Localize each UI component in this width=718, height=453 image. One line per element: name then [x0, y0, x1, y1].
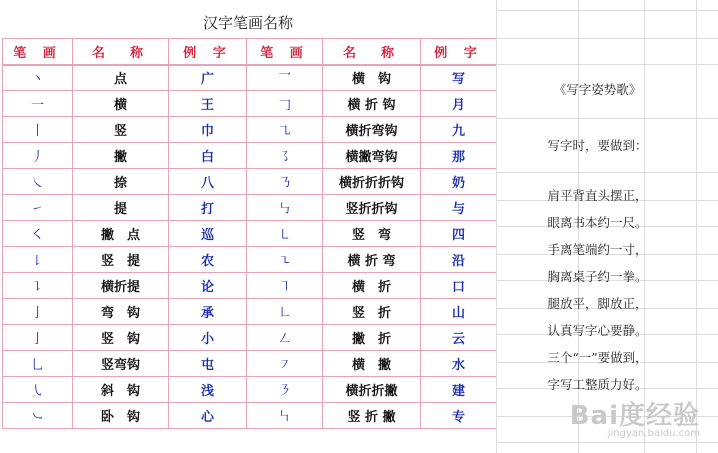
table-row — [3, 143, 497, 169]
header-name: 名 称 — [323, 39, 421, 65]
stroke-name: 横撇弯钩 — [323, 143, 421, 169]
example-char: 小 — [169, 325, 247, 351]
example-char: 王 — [169, 91, 247, 117]
poem-line: 胸离桌子约一拳。 — [547, 269, 648, 284]
stroke-name: 横 折 弯 — [323, 247, 421, 273]
stroke-name: 横 撇 — [323, 351, 421, 377]
stroke-name: 捺 — [73, 169, 169, 195]
stroke-name: 竖 弯 — [323, 221, 421, 247]
example-char: 奶 — [421, 169, 497, 195]
header-example: 例 字 — [169, 39, 247, 65]
stroke-glyph: 丨 — [3, 117, 73, 143]
table-row — [3, 377, 497, 403]
table-row — [3, 65, 497, 91]
stroke-glyph: ㇙ — [3, 247, 73, 273]
stroke-name: 撇 折 — [323, 325, 421, 351]
stroke-name: 弯 钩 — [73, 299, 169, 325]
stroke-name: 竖 — [73, 117, 169, 143]
stroke-name: 竖折折钩 — [323, 195, 421, 221]
stroke-glyph: ㇂ — [3, 377, 73, 403]
stroke-name: 撇 — [73, 143, 169, 169]
stroke-glyph: 乚 — [3, 351, 73, 377]
stroke-glyph: ㇉ — [247, 195, 323, 221]
table-row — [3, 195, 497, 221]
example-char: 白 — [169, 143, 247, 169]
stroke-name: 横 折 钩 — [323, 91, 421, 117]
header-stroke: 笔 画 — [247, 39, 323, 65]
stroke-table — [2, 38, 497, 429]
example-char: 专 — [421, 403, 497, 429]
header-stroke: 笔 画 — [3, 39, 73, 65]
example-char: 巾 — [169, 117, 247, 143]
table-row — [3, 117, 497, 143]
stroke-name: 横折提 — [73, 273, 169, 299]
table-row — [3, 91, 497, 117]
watermark-logo — [570, 395, 700, 439]
stroke-glyph: ㇈ — [247, 117, 323, 143]
table-header-row — [3, 39, 497, 65]
example-char: 心 — [169, 403, 247, 429]
stroke-glyph: ㇏ — [3, 169, 73, 195]
stroke-glyph: ㇕ — [247, 273, 323, 299]
example-char: 与 — [421, 195, 497, 221]
stroke-name: 竖 钩 — [73, 325, 169, 351]
table-row — [3, 325, 497, 351]
stroke-glyph: ㇊ — [3, 273, 73, 299]
stroke-glyph: ㇍ — [247, 247, 323, 273]
header-example: 例 字 — [421, 39, 497, 65]
stroke-glyph: 乛 — [247, 65, 323, 91]
example-char: 建 — [421, 377, 497, 403]
stroke-glyph: ㇗ — [247, 299, 323, 325]
stroke-name: 横折折折钩 — [323, 169, 421, 195]
table-row — [3, 247, 497, 273]
stroke-name: 横折弯钩 — [323, 117, 421, 143]
stroke-glyph: ㇀ — [3, 195, 73, 221]
stroke-name: 点 — [73, 65, 169, 91]
stroke-glyph: 一 — [3, 91, 73, 117]
header-name: 名 称 — [73, 39, 169, 65]
page-title: 汉字笔画名称 — [202, 14, 293, 32]
poem-line: 手离笔端约一寸， — [547, 242, 648, 257]
stroke-name: 横 折 — [323, 273, 421, 299]
stroke-glyph: 丶 — [3, 65, 73, 91]
example-char: 山 — [421, 299, 497, 325]
watermark-url: jingyan.baidu.com — [607, 428, 700, 439]
table-row — [3, 403, 497, 429]
example-char: 屯 — [169, 351, 247, 377]
stroke-glyph: ㇄ — [247, 221, 323, 247]
stroke-glyph: ㇜ — [247, 325, 323, 351]
table-row — [3, 169, 497, 195]
stroke-glyph: ㇛ — [3, 221, 73, 247]
stroke-glyph: 亅 — [3, 325, 73, 351]
stroke-glyph: ㇞ — [247, 403, 323, 429]
table-row — [3, 351, 497, 377]
grid-line — [496, 442, 718, 443]
stroke-glyph: ㇋ — [247, 377, 323, 403]
table-body — [3, 65, 497, 429]
example-char: 沿 — [421, 247, 497, 273]
stroke-name: 竖弯钩 — [73, 351, 169, 377]
example-char: 那 — [421, 143, 497, 169]
poem-title: 《写字姿势歌》 — [553, 82, 642, 97]
example-char: 四 — [421, 221, 497, 247]
example-char: 浅 — [169, 377, 247, 403]
example-char: 广 — [169, 65, 247, 91]
example-char: 口 — [421, 273, 497, 299]
stroke-name: 横折折撇 — [323, 377, 421, 403]
stroke-name: 撇 点 — [73, 221, 169, 247]
stroke-glyph: 丿 — [3, 143, 73, 169]
stroke-glyph: ㇌ — [247, 143, 323, 169]
grid-line — [496, 64, 718, 65]
stroke-name: 竖 提 — [73, 247, 169, 273]
stroke-glyph: 𠃌 — [247, 91, 323, 117]
stroke-name: 竖 折 撇 — [323, 403, 421, 429]
stroke-glyph: ㇡ — [247, 169, 323, 195]
stroke-glyph: ㇃ — [3, 403, 73, 429]
poem-line: 眼离书本约一尺。 — [547, 215, 648, 230]
stroke-name: 横 — [73, 91, 169, 117]
grid-line — [496, 172, 718, 173]
stroke-name: 横 钩 — [323, 65, 421, 91]
example-char: 云 — [421, 325, 497, 351]
stroke-name: 提 — [73, 195, 169, 221]
watermark-text: Bai度经验 — [569, 401, 700, 431]
poem-intro: 写字时，要做到： — [547, 138, 648, 153]
grid-line — [496, 118, 718, 119]
grid-line — [496, 38, 718, 39]
grid-line — [496, 10, 718, 11]
table-row — [3, 221, 497, 247]
example-char: 承 — [169, 299, 247, 325]
stroke-glyph: ㇇ — [247, 351, 323, 377]
example-char: 写 — [421, 65, 497, 91]
poem-line: 三个“一”要做到， — [547, 350, 648, 365]
example-char: 巡 — [169, 221, 247, 247]
stroke-glyph: 亅 — [3, 299, 73, 325]
table-row — [3, 299, 497, 325]
stroke-name: 竖 折 — [323, 299, 421, 325]
poem-line: 认真写字心要静。 — [547, 323, 648, 338]
example-char: 论 — [169, 273, 247, 299]
table-row — [3, 273, 497, 299]
example-char: 月 — [421, 91, 497, 117]
example-char: 农 — [169, 247, 247, 273]
stroke-name: 斜 钩 — [73, 377, 169, 403]
example-char: 九 — [421, 117, 497, 143]
poem-line: 腿放平，脚放正， — [547, 296, 648, 311]
poem-line: 字写工整质力好。 — [547, 377, 648, 392]
example-char: 打 — [169, 195, 247, 221]
example-char: 水 — [421, 351, 497, 377]
stroke-name: 卧 钩 — [73, 403, 169, 429]
example-char: 八 — [169, 169, 247, 195]
poem-line: 肩平背直头摆正， — [547, 188, 648, 203]
